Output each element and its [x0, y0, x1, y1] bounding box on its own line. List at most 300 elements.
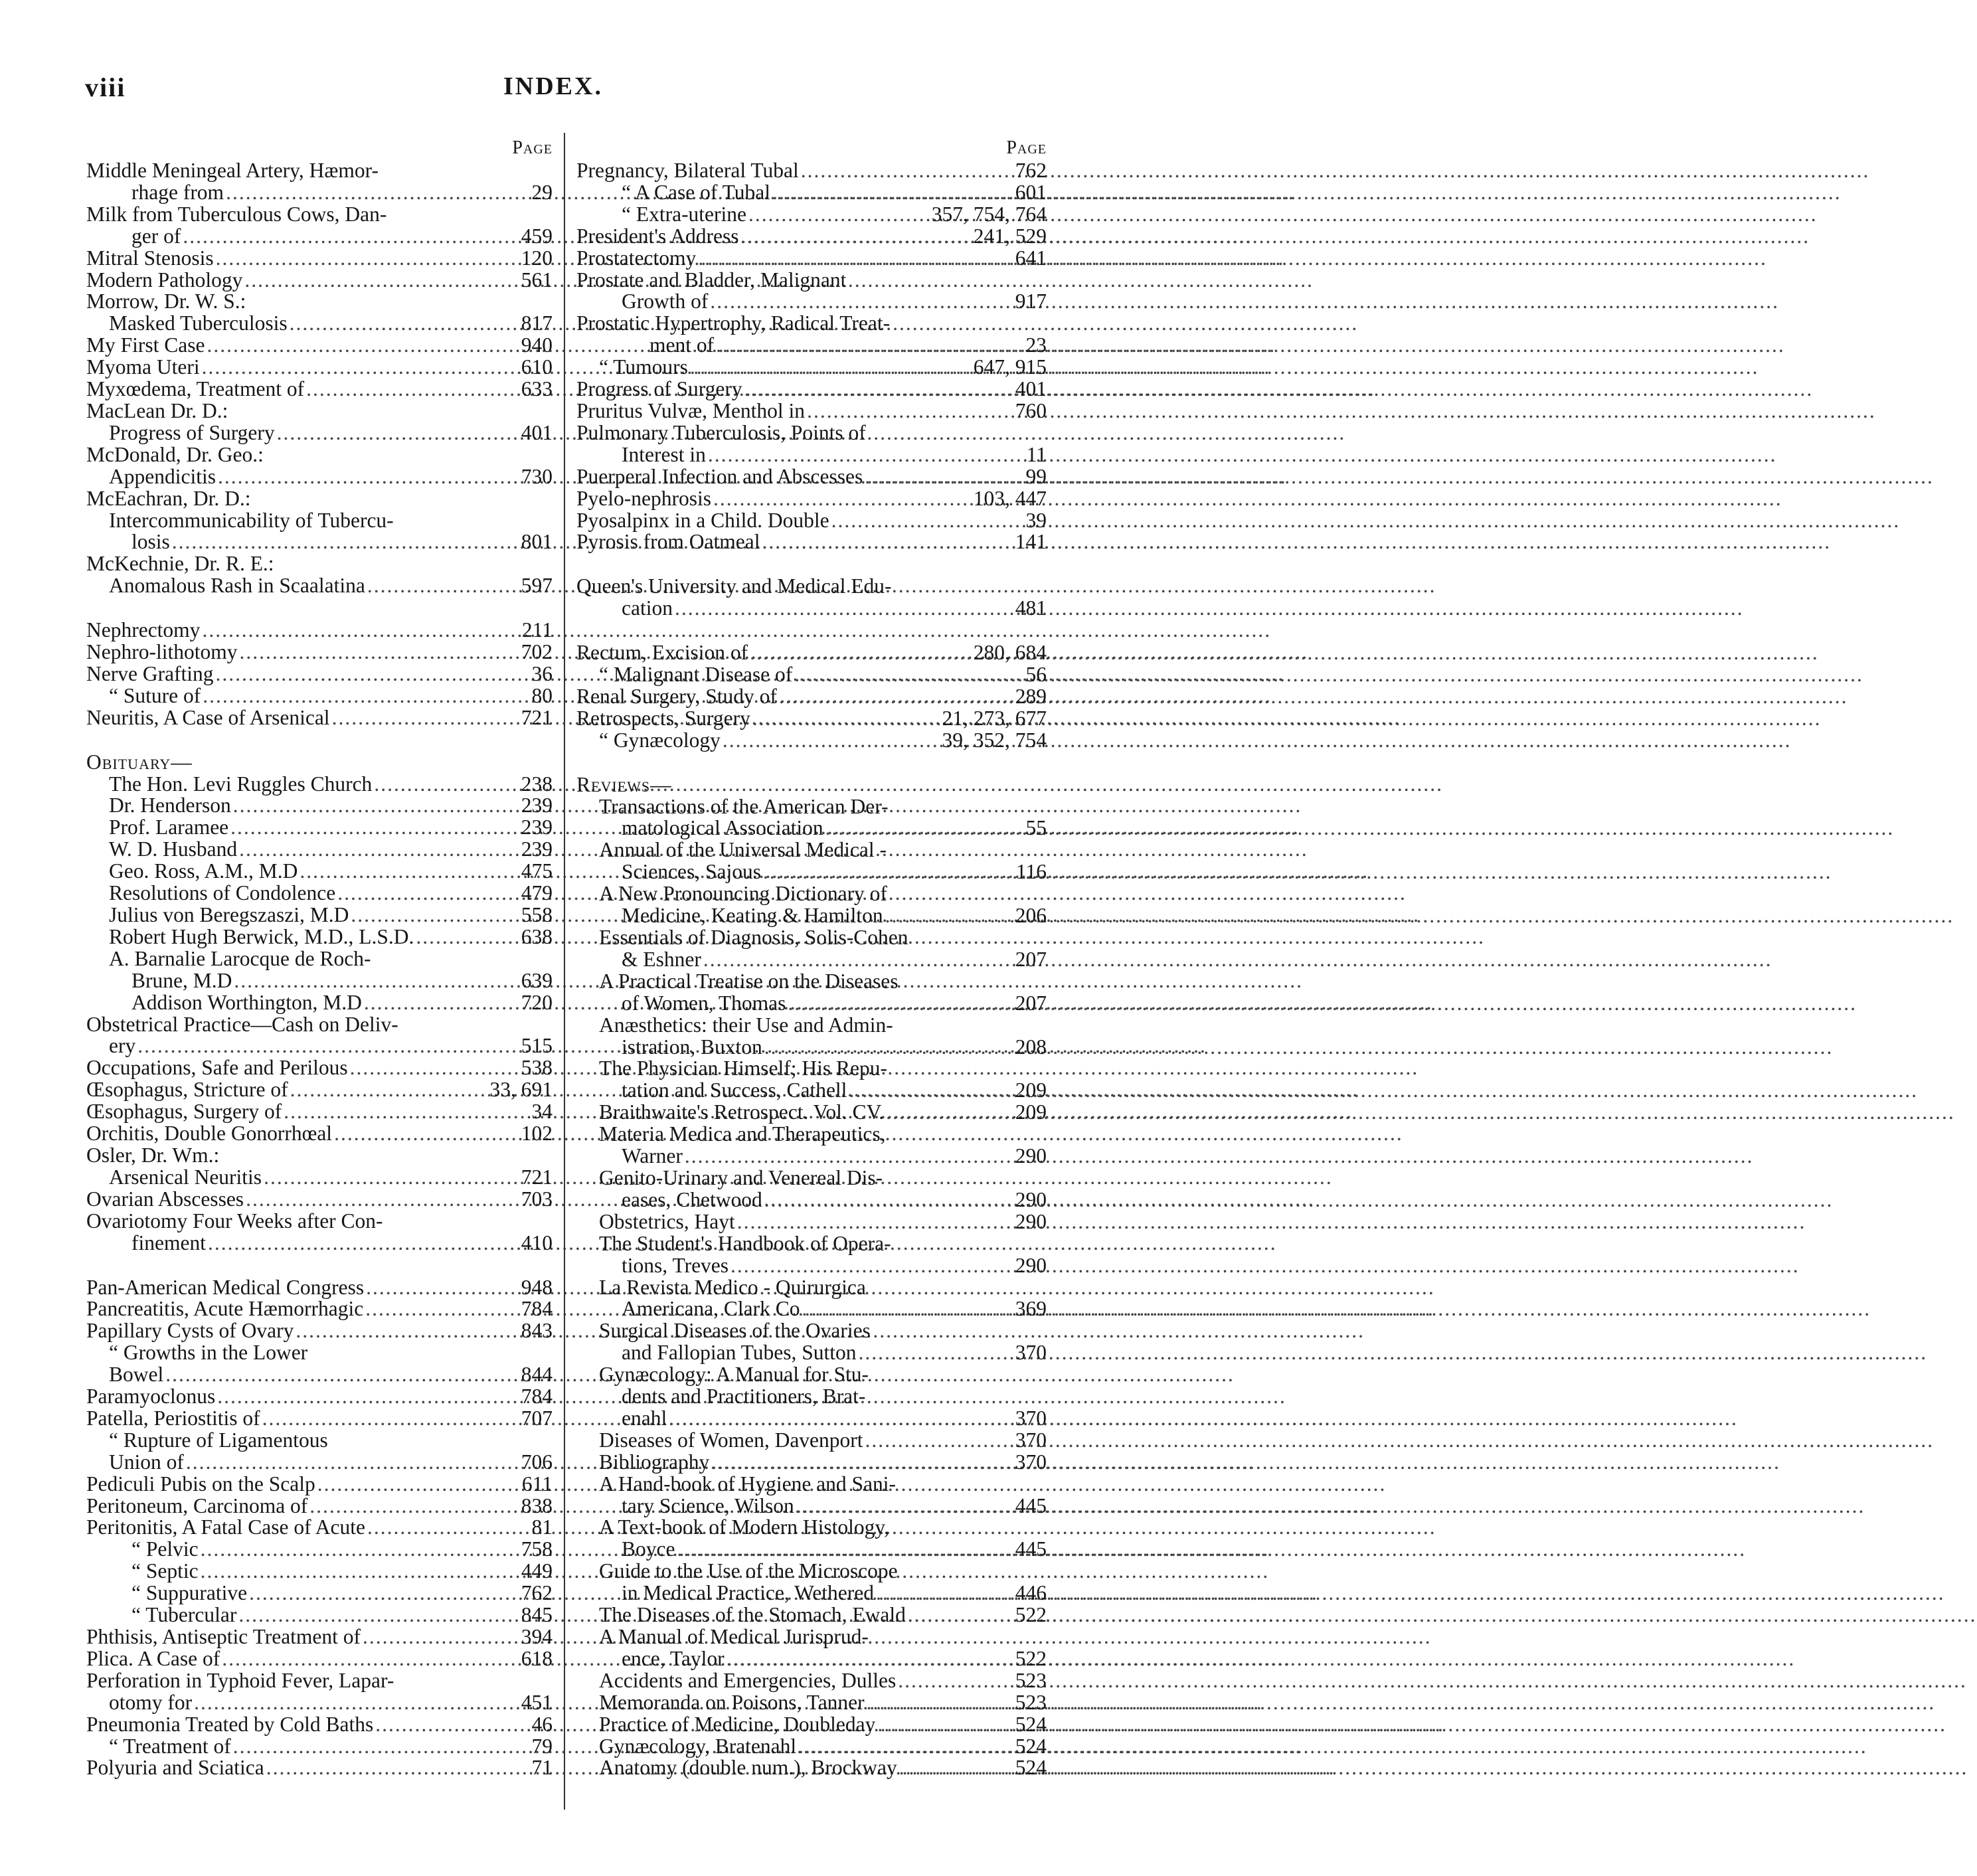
- page-reference: 522: [1015, 1603, 1047, 1627]
- index-entry: [86, 182, 553, 204]
- index-entry: [576, 204, 1047, 226]
- index-entries-left: [86, 160, 553, 1779]
- dot-leader: [365, 1517, 532, 1539]
- dot-leader: [875, 1714, 1015, 1736]
- entry-text: Pneumonia Treated by Cold Baths: [86, 1712, 374, 1736]
- dot-leader: [364, 1277, 521, 1299]
- section-gap: [576, 752, 1047, 774]
- index-entry: [86, 1364, 553, 1386]
- dot-leader: [262, 1167, 521, 1189]
- entry-text: Prostatectomy: [576, 246, 697, 270]
- index-entry: [576, 1452, 1047, 1474]
- index-entry: [576, 357, 1047, 379]
- dot-leader: [799, 160, 1015, 182]
- index-entries-right: [576, 160, 1047, 1779]
- page-reference: 290: [1015, 1187, 1047, 1211]
- page-reference: 445: [1015, 1537, 1047, 1561]
- page-reference: 103, 447: [973, 486, 1047, 510]
- entry-text: & Eshner: [622, 947, 701, 971]
- entry-text: Bibliography: [599, 1450, 710, 1474]
- index-entry: [86, 1474, 553, 1495]
- entry-text: “ Pelvic: [131, 1537, 199, 1561]
- entry-text: “ Extra-uterine: [622, 202, 747, 226]
- page-reference: 845: [521, 1603, 553, 1627]
- dot-leader: [667, 1408, 1015, 1430]
- page-reference: 120: [521, 246, 553, 270]
- dot-leader: [201, 685, 531, 707]
- entry-text: Memoranda on Poisons, Tanner: [599, 1690, 865, 1714]
- dot-leader: [199, 1561, 521, 1582]
- entry-text: “ Tubercular: [131, 1603, 237, 1627]
- dot-leader: [883, 905, 1015, 927]
- dot-leader: [373, 1714, 531, 1736]
- dot-leader: [729, 1255, 1015, 1277]
- dot-leader: [244, 1189, 521, 1211]
- page-reference: 730: [521, 464, 553, 488]
- page-reference: 459: [521, 224, 553, 248]
- index-entry: [86, 992, 553, 1014]
- page-reference: 538: [521, 1056, 553, 1080]
- page-reference: 410: [521, 1231, 553, 1254]
- page-reference: 80: [531, 683, 553, 707]
- dot-leader: [361, 1626, 521, 1648]
- dot-leader: [288, 1079, 490, 1101]
- index-entry: [86, 663, 553, 685]
- index-entry: [576, 1080, 1047, 1102]
- entry-text: Addison Worthington, M.D: [131, 990, 362, 1014]
- dot-leader: [706, 444, 1027, 466]
- page-reference: 394: [521, 1625, 553, 1648]
- index-entry: [576, 1255, 1047, 1277]
- page-column-label: Page: [1006, 137, 1047, 158]
- running-title: INDEX.: [503, 72, 603, 100]
- entry-text: ery: [109, 1034, 136, 1058]
- page-reference: 721: [521, 1165, 553, 1189]
- entry-text: Gynæcology, Bratenahl: [599, 1734, 797, 1758]
- entry-text: Americana, Clark Co: [622, 1297, 800, 1321]
- page-reference: 238: [521, 772, 553, 796]
- dot-leader: [739, 226, 974, 248]
- page-reference: 401: [1015, 377, 1047, 401]
- page-reference: 11: [1026, 442, 1047, 466]
- index-entry-line: A New Pronouncing Dictionary of: [599, 882, 887, 906]
- dot-leader: [857, 1342, 1015, 1364]
- page-reference: 479: [521, 881, 553, 905]
- entry-text: Patella, Periostitis of: [86, 1406, 260, 1430]
- page-reference: 208: [1015, 1035, 1047, 1059]
- entry-text: Boyce: [622, 1537, 675, 1561]
- dot-leader: [675, 1539, 1015, 1561]
- page-reference: 55: [1025, 816, 1047, 840]
- index-entry-line: The Physician Himself; His Repu-: [599, 1057, 887, 1080]
- dot-leader: [721, 730, 942, 752]
- entry-text: Dr. Henderson: [109, 794, 231, 817]
- page-reference: 56: [1025, 663, 1047, 687]
- index-entry: [86, 1539, 553, 1561]
- index-entry: [576, 949, 1047, 971]
- index-entry: [86, 1277, 553, 1299]
- entry-text: “ Gynæcology: [599, 728, 721, 752]
- index-entry: [86, 1079, 553, 1101]
- entry-text: and Fallopian Tubes, Sutton: [622, 1341, 857, 1365]
- page-reference: 116: [1015, 860, 1047, 884]
- index-entry: [86, 970, 553, 992]
- dot-leader: [865, 1692, 1015, 1714]
- page-reference: 601: [1015, 180, 1047, 204]
- index-entry-line: A Practical Treatise on the Diseases: [599, 969, 899, 993]
- entry-text: otomy for: [109, 1690, 193, 1714]
- entry-text: Mitral Stenosis: [86, 246, 214, 270]
- page-reference: 558: [521, 903, 553, 926]
- dot-leader: [237, 839, 521, 861]
- page-reference: 843: [521, 1319, 553, 1343]
- entry-text: tions, Treves: [622, 1253, 729, 1277]
- dot-leader: [770, 182, 1015, 204]
- page-reference: 369: [1015, 1297, 1047, 1321]
- entry-text: rhage from: [131, 180, 224, 204]
- dot-leader: [135, 1035, 521, 1057]
- dot-leader: [237, 641, 521, 663]
- entry-text: Medicine, Keating & Hamilton: [622, 904, 883, 928]
- dot-leader: [231, 1736, 532, 1758]
- dot-leader: [762, 1037, 1015, 1059]
- page-reference: 838: [521, 1493, 553, 1517]
- index-entry-line: “ Growths in the Lower: [109, 1341, 308, 1365]
- index-entry: [576, 817, 1047, 839]
- entry-text: Peritoneum, Carcinoma of: [86, 1493, 308, 1517]
- dot-leader: [414, 926, 521, 948]
- page-reference: 597: [521, 574, 553, 598]
- entry-text: Modern Pathology: [86, 268, 243, 292]
- index-entry: [576, 291, 1047, 313]
- page-reference: 401: [521, 420, 553, 444]
- index-entry: [576, 598, 1047, 620]
- index-entry: [86, 1736, 553, 1758]
- entry-text: Masked Tuberculosis: [109, 311, 288, 335]
- dot-leader: [711, 488, 974, 510]
- dot-leader: [288, 313, 521, 335]
- page-reference: 561: [521, 268, 553, 292]
- page-reference: 449: [521, 1559, 553, 1583]
- index-entry-line: Materia Medica and Therapeutics,: [599, 1122, 886, 1146]
- page-reference: 481: [1015, 596, 1047, 620]
- page-reference: 524: [1015, 1712, 1047, 1736]
- entry-text: Appendicitis: [109, 464, 216, 488]
- entry-text: Polyuria and Sciatica: [86, 1756, 264, 1780]
- index-entry: [86, 904, 553, 926]
- entry-text: Julius von Beregszaszi, M.D: [109, 903, 349, 926]
- entry-text: “ A Case of Tubal: [622, 180, 771, 204]
- entry-text: Progress of Surgery: [109, 420, 275, 444]
- page-reference: 239: [521, 815, 553, 839]
- page-reference: 241, 529: [973, 224, 1047, 248]
- page-reference: 46: [531, 1712, 553, 1736]
- page-reference: 445: [1015, 1493, 1047, 1517]
- dot-leader: [184, 1452, 521, 1474]
- dot-leader: [742, 379, 1015, 400]
- page-reference: 141: [1015, 530, 1047, 554]
- index-entry: [576, 642, 1047, 664]
- index-entry: [86, 861, 553, 883]
- dot-leader: [874, 1582, 1015, 1604]
- index-entry-line: MacLean Dr. D.:: [86, 398, 228, 422]
- page-reference: 209: [1015, 1078, 1047, 1102]
- dot-leader: [786, 993, 1015, 1015]
- dot-leader: [796, 1736, 1015, 1758]
- index-entry: [86, 531, 553, 553]
- dot-leader: [335, 883, 521, 904]
- index-entry: [576, 1102, 1047, 1124]
- dot-leader: [200, 620, 521, 641]
- entry-text: Nephrectomy: [86, 618, 201, 642]
- index-entry-line: A Text-book of Modern Histology,: [599, 1515, 890, 1539]
- index-entry: [576, 1189, 1047, 1211]
- index-entry: [576, 1648, 1047, 1670]
- dot-leader: [228, 817, 521, 839]
- index-entry: [576, 1670, 1047, 1692]
- section-gap: [576, 620, 1047, 642]
- page-reference: 610: [521, 355, 553, 379]
- index-entry-line: Annual of the Universal Medical -: [599, 838, 887, 862]
- entry-text: Sciences, Sajous: [622, 860, 761, 884]
- dot-leader: [307, 1495, 521, 1517]
- index-entry-line: Perforation in Typhoid Fever, Lapar-: [86, 1668, 394, 1692]
- entry-text: Growth of: [622, 290, 709, 313]
- page-reference: 639: [521, 968, 553, 992]
- index-entry-line: Osler, Dr. Wm.:: [86, 1143, 220, 1167]
- entry-text: Papillary Cysts of Ovary: [86, 1319, 294, 1343]
- entry-text: tation and Success, Cathell: [622, 1078, 847, 1102]
- index-entry: [86, 926, 553, 948]
- entry-text: The Diseases of the Stomach, Ewald: [599, 1603, 906, 1627]
- index-entry: [86, 1233, 553, 1254]
- page-reference: 515: [521, 1034, 553, 1058]
- page-reference: 370: [1015, 1341, 1047, 1365]
- section-gap: [86, 729, 553, 752]
- dot-leader: [332, 1123, 521, 1145]
- index-entry: [576, 335, 1047, 357]
- dot-leader: [714, 335, 1025, 357]
- dot-leader: [365, 575, 521, 597]
- index-entry-line: Essentials of Diagnosis, Solis-Cohen: [599, 926, 908, 949]
- entry-text: Prof. Laramee: [109, 815, 229, 839]
- entry-text: Phthisis, Antiseptic Treatment of: [86, 1625, 361, 1648]
- entry-text: Nephro-lithotomy: [86, 640, 238, 664]
- page-reference: 762: [1015, 159, 1047, 182]
- page-reference: 475: [521, 859, 553, 883]
- index-entry-line: Pulmonary Tuberculosis, Points of: [576, 420, 866, 444]
- page-reference: 451: [521, 1690, 553, 1714]
- page-reference: 948: [521, 1275, 553, 1299]
- index-entry: [576, 160, 1047, 182]
- dot-leader: [897, 1757, 1015, 1779]
- index-entry-line: Surgical Diseases of the Ovaries: [599, 1319, 871, 1343]
- dot-leader: [362, 992, 521, 1014]
- page-reference: 762: [521, 1581, 553, 1605]
- entry-text: “ Suppurative: [131, 1581, 248, 1605]
- dot-leader: [220, 1648, 521, 1670]
- dot-leader: [735, 1211, 1015, 1233]
- page-reference: 758: [521, 1537, 553, 1561]
- dot-leader: [349, 904, 521, 926]
- index-entry: [576, 730, 1047, 752]
- entry-text: Robert Hugh Berwick, M.D., L.S.D.: [109, 924, 414, 948]
- dot-leader: [214, 248, 521, 270]
- index-entry: [576, 488, 1047, 510]
- dot-leader: [242, 270, 521, 292]
- index-entry: [576, 1757, 1047, 1779]
- dot-leader: [683, 1146, 1015, 1167]
- dot-leader: [264, 1757, 532, 1779]
- index-entry-line: La Revista Medico - Quirurgica: [599, 1275, 866, 1299]
- index-entry: [86, 1714, 553, 1736]
- page-reference: 720: [521, 990, 553, 1014]
- dot-leader: [863, 1430, 1015, 1452]
- entry-text: Retrospects, Surgery: [576, 706, 750, 730]
- index-entry: [576, 1408, 1047, 1430]
- section-gap: [576, 553, 1047, 576]
- index-entry: [576, 466, 1047, 488]
- index-entry-line: Ovariotomy Four Weeks after Con-: [86, 1209, 383, 1233]
- page-reference: 524: [1015, 1756, 1047, 1780]
- dot-leader: [805, 400, 1015, 422]
- entry-text: istration, Buxton: [622, 1035, 762, 1059]
- page-reference: 370: [1015, 1428, 1047, 1452]
- entry-text: My First Case: [86, 333, 205, 357]
- entry-text: Bowel: [109, 1363, 164, 1387]
- page-reference: 81: [531, 1515, 553, 1539]
- index-entry: [576, 1604, 1047, 1626]
- page-reference: 523: [1015, 1690, 1047, 1714]
- index-entry: [86, 248, 553, 270]
- dot-leader: [348, 1057, 521, 1079]
- entry-text: Myoma Uteri: [86, 355, 200, 379]
- index-entry-line: “ Rupture of Ligamentous: [109, 1428, 328, 1452]
- dot-leader: [294, 1320, 521, 1342]
- page-reference: 611: [521, 1472, 553, 1495]
- dot-leader: [215, 1386, 521, 1408]
- entry-text: Œsophagus, Stricture of: [86, 1078, 288, 1102]
- entry-text: Geo. Ross, A.M., M.D: [109, 859, 298, 883]
- entry-text: ence, Taylor: [622, 1646, 725, 1670]
- dot-leader: [275, 422, 521, 444]
- index-entry: [576, 1037, 1047, 1059]
- dot-leader: [748, 642, 974, 664]
- dot-leader: [794, 1495, 1015, 1517]
- entry-text: cation: [622, 596, 673, 620]
- index-column-left: [86, 136, 553, 1779]
- entry-text: Warner: [622, 1144, 683, 1168]
- index-entry-line: A Manual of Medical Jurisprud-: [599, 1625, 869, 1648]
- dot-leader: [750, 708, 942, 730]
- entry-text: W. D. Husband: [109, 837, 238, 861]
- index-entry: [576, 1342, 1047, 1364]
- page-reference: 817: [521, 311, 553, 335]
- entry-text: Pan-American Medical Congress: [86, 1275, 365, 1299]
- page-reference: 239: [521, 794, 553, 817]
- index-entry: [86, 575, 553, 597]
- index-entry: [86, 357, 553, 379]
- entry-text: ment of: [649, 333, 715, 357]
- entry-text: Pregnancy, Bilateral Tubal: [576, 159, 799, 182]
- entry-text: enahl: [622, 1406, 667, 1430]
- dot-leader: [761, 861, 1016, 883]
- page-reference: 290: [1015, 1253, 1047, 1277]
- index-entry: [86, 1408, 553, 1430]
- dot-leader: [181, 226, 521, 248]
- index-entry: [576, 664, 1047, 686]
- page-reference: 801: [521, 530, 553, 554]
- entry-text: “ Suture of: [109, 683, 201, 707]
- dot-leader: [896, 1670, 1015, 1692]
- dot-leader: [298, 861, 521, 883]
- entry-text: losis: [131, 530, 170, 554]
- index-entry: [86, 1648, 553, 1670]
- index-entry: [86, 1604, 553, 1626]
- index-entry: [86, 422, 553, 444]
- dot-leader: [709, 1452, 1015, 1474]
- dot-leader: [363, 1298, 521, 1320]
- dot-leader: [231, 795, 521, 817]
- index-column-right: [576, 136, 1047, 1779]
- entry-text: Practice of Medicine, Doubleday: [599, 1712, 876, 1736]
- page-reference: 290: [1015, 1209, 1047, 1233]
- section-heading: Obituary—: [86, 750, 193, 774]
- index-entry: [86, 1757, 553, 1779]
- page-reference: 33, 691: [489, 1078, 553, 1102]
- entry-text: Plica. A Case of: [86, 1646, 220, 1670]
- index-entry: [576, 1430, 1047, 1452]
- index-entry-line: Guide to the Use of the Microscope: [599, 1559, 898, 1583]
- page-reference: 641: [1015, 246, 1047, 270]
- dot-leader: [762, 1189, 1015, 1211]
- section-gap: [86, 1254, 553, 1277]
- index-entry: [576, 1714, 1047, 1736]
- entry-text: Resolutions of Condolence: [109, 881, 336, 905]
- index-entry: [86, 1189, 553, 1211]
- page-reference: 290: [1015, 1144, 1047, 1168]
- entry-text: eases, Chetwood: [622, 1187, 762, 1211]
- index-entry: [576, 248, 1047, 270]
- entry-text: tary Science, Wilson: [622, 1493, 794, 1517]
- index-entry: [86, 795, 553, 817]
- page-reference: 79: [531, 1734, 553, 1758]
- index-entry-line: dents and Practitioners, Brat-: [622, 1385, 866, 1408]
- dot-leader: [847, 1080, 1015, 1102]
- entry-text: Neuritis, A Case of Arsenical: [86, 705, 330, 729]
- entry-text: Myxœdema, Treatment of: [86, 377, 305, 401]
- index-entry: [86, 1035, 553, 1057]
- page-reference: 23: [1025, 333, 1047, 357]
- index-entry: [576, 510, 1047, 532]
- page-number: viii: [85, 72, 126, 102]
- entry-text: Pancreatitis, Acute Hæmorrhagic: [86, 1297, 364, 1321]
- entry-text: Braithwaite's Retrospect. Vol. CV.: [599, 1100, 885, 1124]
- index-entry: [576, 1736, 1047, 1758]
- index-entry-line: The Student's Handbook of Opera-: [599, 1231, 891, 1255]
- page-reference: 633: [521, 377, 553, 401]
- entry-text: finement: [131, 1231, 206, 1254]
- index-entry: [86, 466, 553, 488]
- index-entry: [576, 444, 1047, 466]
- entry-text: Diseases of Women, Davenport: [599, 1428, 863, 1452]
- dot-leader: [823, 817, 1026, 839]
- dot-leader: [282, 1101, 531, 1123]
- dot-leader: [708, 291, 1015, 313]
- page-reference: 917: [1015, 290, 1047, 313]
- section-heading: Reviews—: [576, 772, 672, 796]
- dot-leader: [372, 774, 521, 796]
